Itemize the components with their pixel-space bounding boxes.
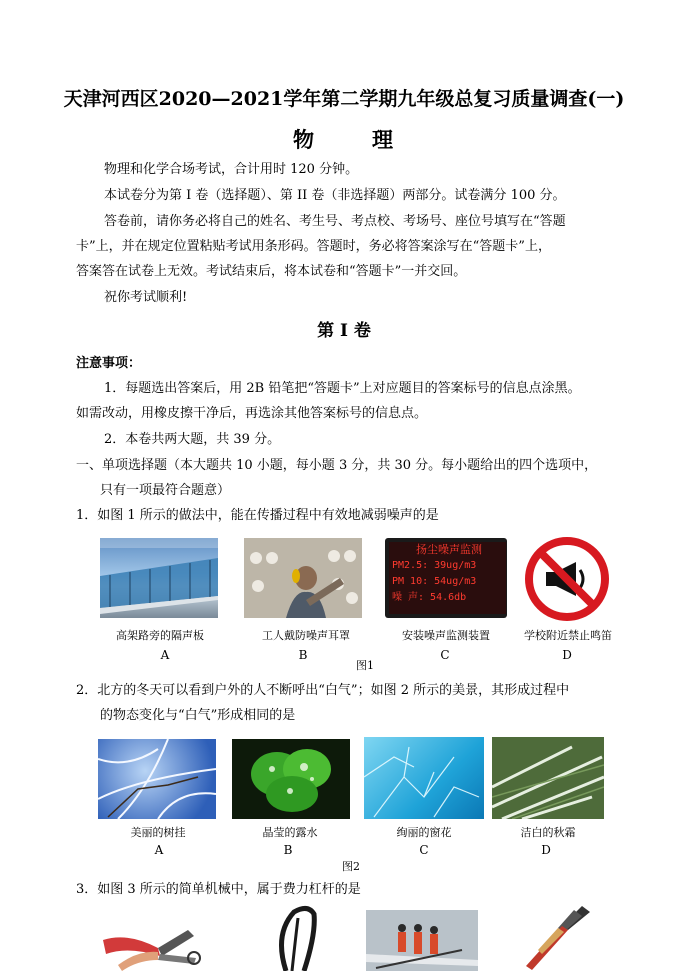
fig2-image-d (492, 737, 604, 819)
fig1-label-a: A (160, 648, 170, 662)
fig2-caption-c: 绚丽的窗花 (396, 826, 452, 839)
fig2-number: 图2 (342, 860, 360, 873)
frost-window-picture (364, 737, 484, 819)
fig1-caption-a: 高架路旁的隔声板 (116, 629, 204, 642)
fig2-caption-a: 美丽的树挂 (130, 826, 186, 839)
pruning-shears-picture (508, 904, 594, 971)
intro-line: 物理和化学合场考试，合计用时 120 分钟。 (104, 162, 359, 177)
fig3-image-a (98, 910, 210, 971)
fig2-caption-b: 晶莹的露水 (262, 826, 318, 839)
notes-heading: 注意事项： (76, 356, 142, 371)
fig2-caption-d: 洁白的秋霜 (520, 826, 576, 839)
fig1-image-c (385, 538, 507, 618)
note-line: 1．每题选出答案后，用 2B 铅笔把“答题卡”上对应题目的答案标号的信息点涂黑。 (104, 381, 581, 396)
fig3-image-b (264, 904, 334, 971)
question-2: 2．北方的冬天可以看到户外的人不断呼出“白气”；如图 2 所示的美景，其形成过程中 (76, 683, 570, 698)
section-heading: 一、单项选择题（本大题共 10 小题，每小题 3 分，共 30 分。每小题给出的四个选项中， (76, 458, 598, 473)
fig1-number: 图1 (356, 659, 374, 672)
wire-cutter-picture (98, 910, 210, 971)
fig2-image-c (364, 737, 484, 819)
document-title: 天津河西区2020—2021学年第二学期九年级总复习质量调查(一) (63, 88, 625, 110)
monitor-line: 扬尘噪声监测 (416, 543, 482, 556)
subject-char-2: 理 (372, 127, 395, 152)
intro-line: 本试卷分为第 I 卷（选择题）、第 II 卷（非选择题）两部分。试卷满分 100 分。 (104, 188, 566, 203)
question-3: 3．如图 3 所示的简单机械中，属于费力杠杆的是 (76, 882, 361, 897)
fig3-image-d (508, 904, 594, 971)
volume-heading: 第 I 卷 (317, 321, 371, 341)
dew-leaf-picture (232, 739, 350, 819)
fig2-label-c: C (419, 843, 429, 857)
monitor-line: PM2.5: 39ug/m3 (392, 560, 477, 571)
monitor-line: 噪 声: 54.6db (392, 592, 467, 603)
fig2-image-a (98, 739, 216, 819)
worker-earmuffs-picture (244, 538, 362, 618)
fig1-caption-d: 学校附近禁止鸣笛 (524, 629, 612, 642)
fig2-label-d: D (541, 843, 551, 857)
monitor-line: PM 10: 54ug/m3 (392, 576, 477, 587)
noise-monitor-display (389, 542, 506, 614)
fig3-image-c (366, 910, 478, 971)
frosted-branches-picture (98, 739, 216, 819)
fig1-caption-b: 工人戴防噪声耳罩 (262, 629, 350, 642)
fig1-caption-c: 安装噪声监测装置 (402, 629, 490, 642)
subject-title (0, 124, 688, 154)
sound-barrier-picture (100, 538, 218, 618)
fig2-label-b: B (283, 843, 293, 857)
intro-line: 答卷前，请你务必将自己的姓名、考生号、考点校、考场号、座位号填写在“答题 (104, 214, 566, 229)
fig1-label-b: B (298, 648, 308, 662)
fig1-image-a (100, 538, 218, 618)
intro-line: 祝你考试顺利! (104, 290, 188, 305)
fig2-image-b (232, 739, 350, 819)
note-line: 2．本卷共两大题，共 39 分。 (104, 432, 281, 447)
scissors-tool-picture (264, 904, 334, 971)
question-2-cont: 的物态变化与“白气”形成相同的是 (100, 708, 296, 723)
subject-char-1: 物 (293, 127, 316, 152)
fig1-label-d: D (562, 648, 572, 662)
note-line: 如需改动，用橡皮擦干净后，再选涂其他答案标号的信息点。 (76, 406, 428, 421)
fig1-label-c: C (440, 648, 450, 662)
section-heading-cont: 只有一项最符合题意） (100, 483, 231, 498)
rowing-boat-picture (366, 910, 478, 971)
fig2-label-a: A (154, 843, 164, 857)
frost-grass-picture (492, 737, 604, 819)
intro-line: 卡”上，并在规定位置粘贴考试用条形码。答题时，务必将答案涂写在“答题卡”上， (76, 239, 551, 254)
intro-line: 答案答在试卷上无效。考试结束后，将本试卷和“答题卡”一并交回。 (76, 264, 467, 279)
fig1-image-b (244, 538, 362, 618)
fig1-image-d (524, 536, 610, 622)
no-horn-sign-icon (524, 536, 610, 622)
question-1: 1．如图 1 所示的做法中，能在传播过程中有效地减弱噪声的是 (76, 508, 439, 523)
